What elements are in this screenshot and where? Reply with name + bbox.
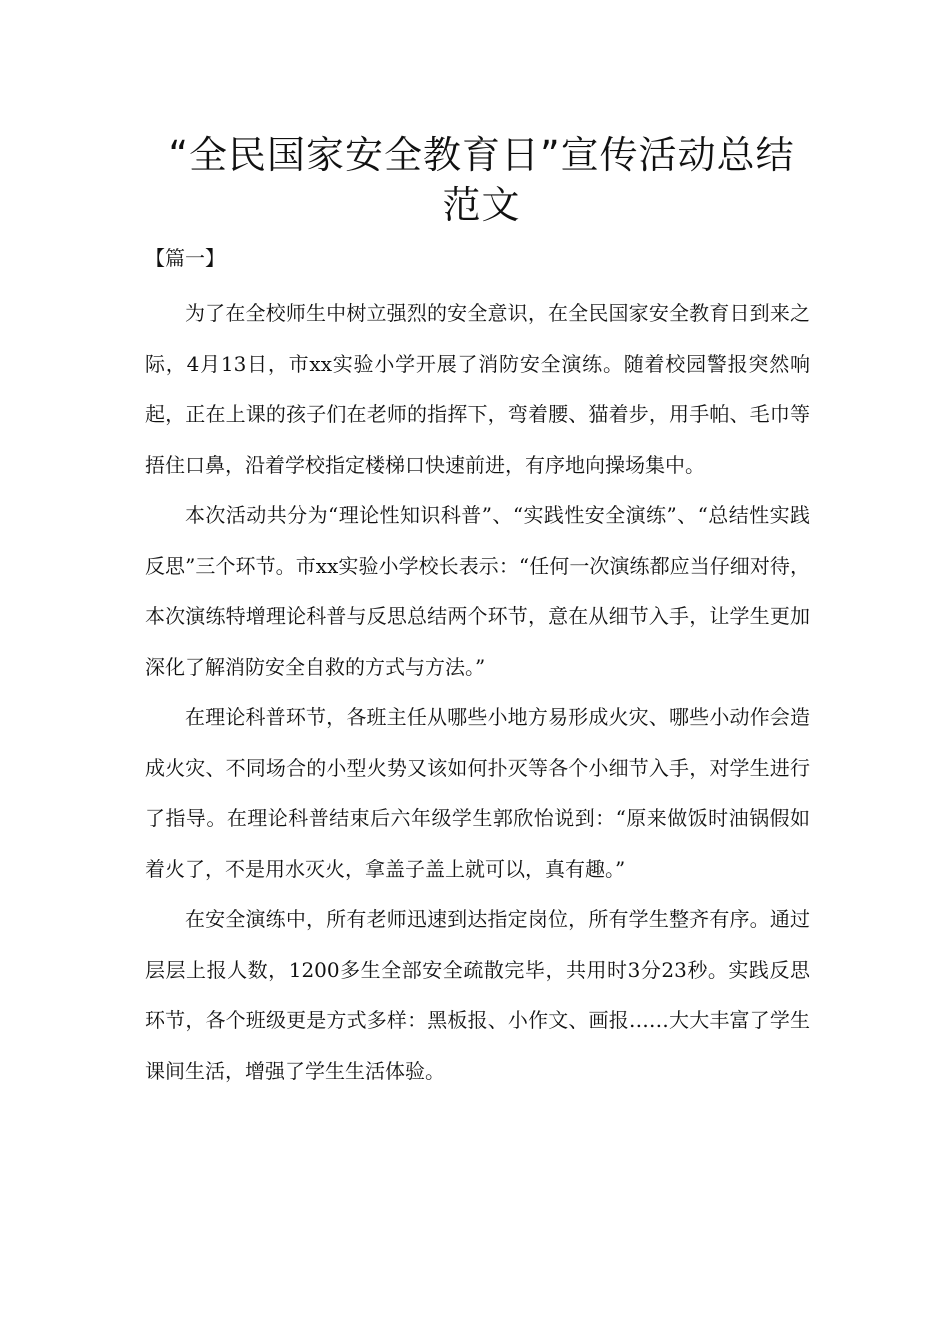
paragraph-1: 为了在全校师生中树立强烈的安全意识，在全民国家安全教育日到来之际，4月13日，市xx实验小学开展了消防安全演练。随着校园警报突然响起，正在上课的孩子们在老师的指挥下，弯着腰、猫着步，用手帕、毛巾等捂住口鼻，沿着学校指定楼梯口快速前进，有序地向操场集中。 <box>145 301 810 477</box>
paragraph-3: 在理论科普环节，各班主任从哪些小地方易形成火灾、哪些小动作会造成火灾、不同场合的小型火势又该如何扑灭等各个小细节入手，对学生进行了指导。在理论科普结束后六年级学生郭欣怡说到：“原来做饭时油锅假如着火了，不是用水灭火，拿盖子盖上就可以，真有趣。” <box>145 705 810 881</box>
paragraph-2: 本次活动共分为“理论性知识科普”、“实践性安全演练”、“总结性实践反思”三个环节。市xx实验小学校长表示：“任何一次演练都应当仔细对待，本次演练特增理论科普与反思总结两个环节，意在从细节入手，让学生更加深化了解消防安全自救的方式与方法。” <box>145 503 810 679</box>
title-line-1: “全民国家安全教育日”宣传活动总结 <box>168 133 795 177</box>
title-line-2: 范文 <box>442 183 521 227</box>
paragraph-4: 在安全演练中，所有老师迅速到达指定岗位，所有学生整齐有序。通过层层上报人数，1200多生全部安全疏散完毕，共用时3分23秒。实践反思环节，各个班级更是方式多样：黑板报、小作文、画报……大大丰富了学生课间生活，增强了学生生活体验。 <box>145 907 810 1083</box>
section-label: 【篇一】 <box>145 246 225 270</box>
document-title <box>145 130 818 230</box>
body-text <box>145 288 810 1096</box>
